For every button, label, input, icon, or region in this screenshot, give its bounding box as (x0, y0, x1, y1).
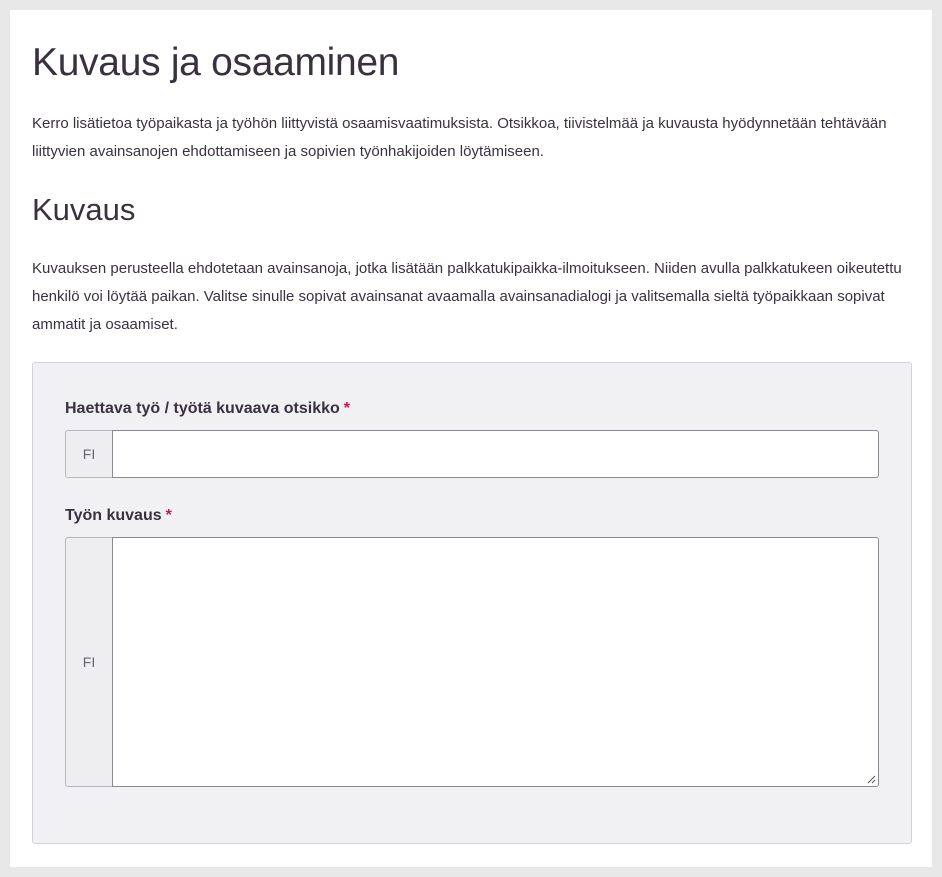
intro-text: Kerro lisätietoa työpaikasta ja työhön liittyvistä osaamisvaatimuksista. Otsikkoa, tiivistelmää ja kuvausta hyödynnetään tehtävään liittyvien avainsanojen ehdottamiseen ja sopivien työnhakijoiden löytämiseen. (32, 115, 887, 160)
required-marker: * (165, 507, 172, 524)
description-field-label-text: Työn kuvaus (65, 507, 162, 524)
section-title: Kuvaus (32, 192, 136, 227)
required-marker: * (343, 400, 351, 417)
page-title: Kuvaus ja osaaminen (32, 41, 400, 84)
title-field-label-text: Haettava työ / työtä kuvaava otsikko (65, 400, 340, 417)
description-textarea[interactable] (112, 537, 879, 787)
title-lang-prefix: FI (65, 430, 112, 478)
title-input-group (65, 430, 879, 478)
content-card (10, 10, 932, 867)
resize-handle-icon[interactable] (866, 774, 876, 784)
description-lang-prefix: FI (65, 537, 112, 787)
section-description: Kuvauksen perusteella ehdotetaan avainsanoja, jotka lisätään palkkatukipaikka-ilmoitukseen. Niiden avulla palkkatukeen oikeutettu henkilö voi löytää paikan. Valitse sinulle sopivat avainsanat avaamalla avainsanadialogi ja valitsemalla sieltä työpaikkaan sopivat ammatit ja osaamiset. (32, 260, 902, 333)
title-input[interactable] (112, 430, 879, 478)
form-panel (32, 362, 912, 844)
title-field-label (65, 399, 350, 419)
description-field-label (65, 506, 172, 526)
description-input-group (65, 537, 879, 787)
